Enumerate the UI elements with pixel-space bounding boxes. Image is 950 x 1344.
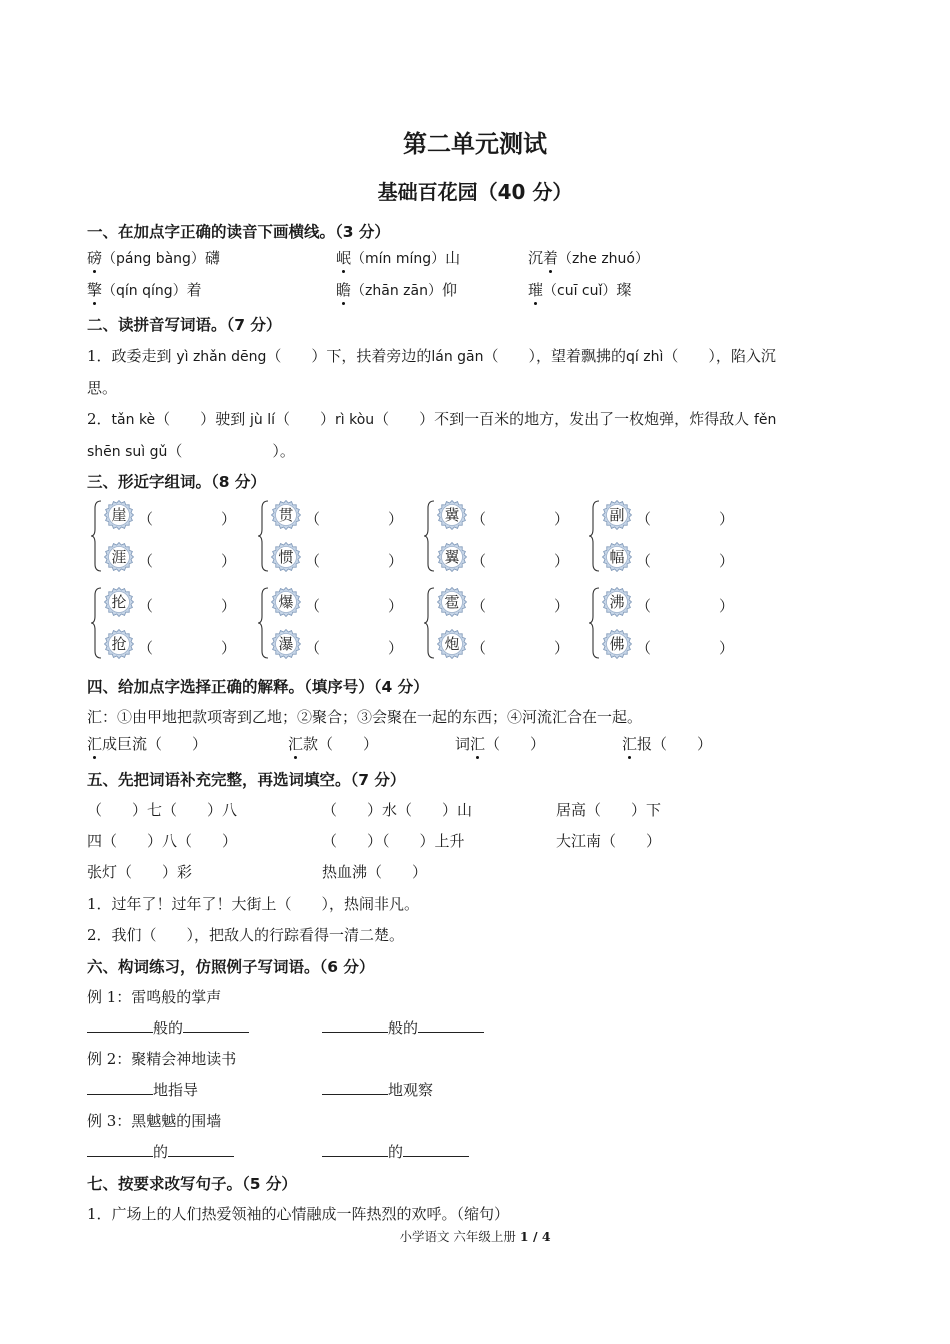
q7-heading: 七、按要求改写句子。（5 分） xyxy=(87,1175,297,1193)
char-frame: 幅 xyxy=(602,542,632,572)
page-subtitle: 基础百花园（40 分） xyxy=(377,180,573,204)
q3-char-group: 抡 抢 （ ） （ ） xyxy=(90,585,240,661)
q6-heading: 六、构词练习，仿照例子写词语。（6 分） xyxy=(87,958,375,976)
brace-icon xyxy=(90,587,102,659)
q5-r1c2: （ ）水（ ）山 xyxy=(322,801,473,819)
q1-item: 沉着（zhe zhuó） xyxy=(528,249,649,267)
q5-r1c1: （ ）七（ ）八 xyxy=(87,801,238,819)
q4-item: 汇成巨流（ ） xyxy=(87,735,208,753)
char-frame: 爆 xyxy=(271,587,301,617)
char-frame: 雹 xyxy=(437,587,467,617)
brace-icon xyxy=(257,587,269,659)
q6-row2-right: 地观察 xyxy=(322,1079,433,1100)
q6-example3: 例 3：黑魆魆的围墙 xyxy=(87,1112,222,1130)
char-frame: 沸 xyxy=(602,587,632,617)
char-frame: 抢 xyxy=(104,629,134,659)
q5-r2c2: （ ）（ ）上升 xyxy=(322,832,465,850)
q4-heading: 四、给加点字选择正确的解释。（填序号）（4 分） xyxy=(87,678,429,696)
dotted-char: 汇 xyxy=(87,735,103,753)
q3-char-group: 沸 佛 （ ） （ ） xyxy=(588,585,738,661)
char-frame: 抡 xyxy=(104,587,134,617)
q4-definition: 汇：①由甲地把款项寄到乙地；②聚合；③会聚在一起的东西；④河流汇合在一起。 xyxy=(87,708,643,726)
char-frame: 炮 xyxy=(437,629,467,659)
q1-item: 瞻（zhān zān）仰 xyxy=(336,281,457,299)
dotted-char: 汇 xyxy=(288,735,304,753)
q3-char-group: 雹 炮 （ ） （ ） xyxy=(423,585,573,661)
q3-heading: 三、形近字组词。（8 分） xyxy=(87,473,266,491)
q1-item: 磅（páng bàng）礴 xyxy=(87,249,220,267)
q6-example1: 例 1：雷鸣般的掌声 xyxy=(87,988,222,1006)
q5-sentence2: 2．我们（ ），把敌人的行踪看得一清二楚。 xyxy=(87,926,405,944)
q3-char-group: 贯 惯 （ ） （ ） xyxy=(257,498,407,574)
q2-line2: 思。 xyxy=(87,379,118,397)
q3-char-group: 崖 涯 （ ） （ ） xyxy=(90,498,240,574)
char-frame: 涯 xyxy=(104,542,134,572)
dotted-char: 岷 xyxy=(336,249,352,267)
q5-heading: 五、先把词语补充完整，再选词填空。（7 分） xyxy=(87,771,406,789)
dotted-char: 磅 xyxy=(87,249,103,267)
char-frame: 贯 xyxy=(271,500,301,530)
q6-row3-right: 的 xyxy=(322,1141,469,1162)
dotted-char: 汇 xyxy=(622,735,638,753)
q3-char-group: 爆 瀑 （ ） （ ） xyxy=(257,585,407,661)
dotted-char: 璀 xyxy=(528,281,544,299)
page-title: 第二单元测试 xyxy=(403,130,547,158)
page-footer: 小学语文 六年级上册 1 / 4 xyxy=(399,1229,551,1244)
q1-item: 璀（cuī cuǐ）璨 xyxy=(528,281,632,299)
q2-line4: shēn suì gǔ（ ）。 xyxy=(87,442,295,460)
dotted-char: 汇 xyxy=(470,735,486,753)
q6-row1-right: 般的 xyxy=(322,1017,484,1038)
q4-item: 汇款（ ） xyxy=(288,735,379,753)
char-frame: 惯 xyxy=(271,542,301,572)
q4-item: 汇报（ ） xyxy=(622,735,713,753)
q2-line3: 2．tǎn kè（ ）驶到 jù lí（ ）rì kòu（ ）不到一百米的地方，发出了一枚炮弹，炸得敌人 fěn xyxy=(87,410,777,428)
q1-item: 岷（mín míng）山 xyxy=(336,249,461,267)
q6-row2-left: 地指导 xyxy=(87,1079,198,1100)
q4-item: 词汇（ ） xyxy=(455,735,546,753)
q3-char-group: 冀 翼 （ ） （ ） xyxy=(423,498,573,574)
q6-row3-left: 的 xyxy=(87,1141,234,1162)
q5-sentence1: 1．过年了！过年了！大街上（ ），热闹非凡。 xyxy=(87,895,420,913)
q5-r3c1: 张灯（ ）彩 xyxy=(87,863,193,881)
dotted-char: 瞻 xyxy=(336,281,352,299)
q3-char-group: 副 幅 （ ） （ ） xyxy=(588,498,738,574)
q5-r2c3: 大江南（ ） xyxy=(556,832,662,850)
char-frame: 崖 xyxy=(104,500,134,530)
q2-heading: 二、读拼音写词语。（7 分） xyxy=(87,316,282,334)
brace-icon xyxy=(257,500,269,572)
dotted-char: 擎 xyxy=(87,281,103,299)
q6-row1-left: 般的 xyxy=(87,1017,249,1038)
dotted-char: 着 xyxy=(543,249,559,267)
char-frame: 翼 xyxy=(437,542,467,572)
q2-line1: 1．政委走到 yì zhǎn dēng（ ）下，扶着旁边的lán gān（ ），望着飘拂的qí zhì（ ），陷入沉 xyxy=(87,347,776,365)
q6-example2: 例 2：聚精会神地读书 xyxy=(87,1050,237,1068)
brace-icon xyxy=(423,587,435,659)
q5-r2c1: 四（ ）八（ ） xyxy=(87,832,238,850)
char-frame: 副 xyxy=(602,500,632,530)
q5-r3c2: 热血沸（ ） xyxy=(322,863,428,881)
brace-icon xyxy=(588,587,600,659)
brace-icon xyxy=(423,500,435,572)
brace-icon xyxy=(90,500,102,572)
brace-icon xyxy=(588,500,600,572)
q1-item: 擎（qín qíng）着 xyxy=(87,281,202,299)
q1-heading: 一、在加点字正确的读音下画横线。（3 分） xyxy=(87,223,390,241)
char-frame: 瀑 xyxy=(271,629,301,659)
char-frame: 冀 xyxy=(437,500,467,530)
q7-sentence1: 1．广场上的人们热爱领袖的心情融成一阵热烈的欢呼。（缩句） xyxy=(87,1205,510,1223)
q5-r1c3: 居高（ ）下 xyxy=(556,801,662,819)
char-frame: 佛 xyxy=(602,629,632,659)
